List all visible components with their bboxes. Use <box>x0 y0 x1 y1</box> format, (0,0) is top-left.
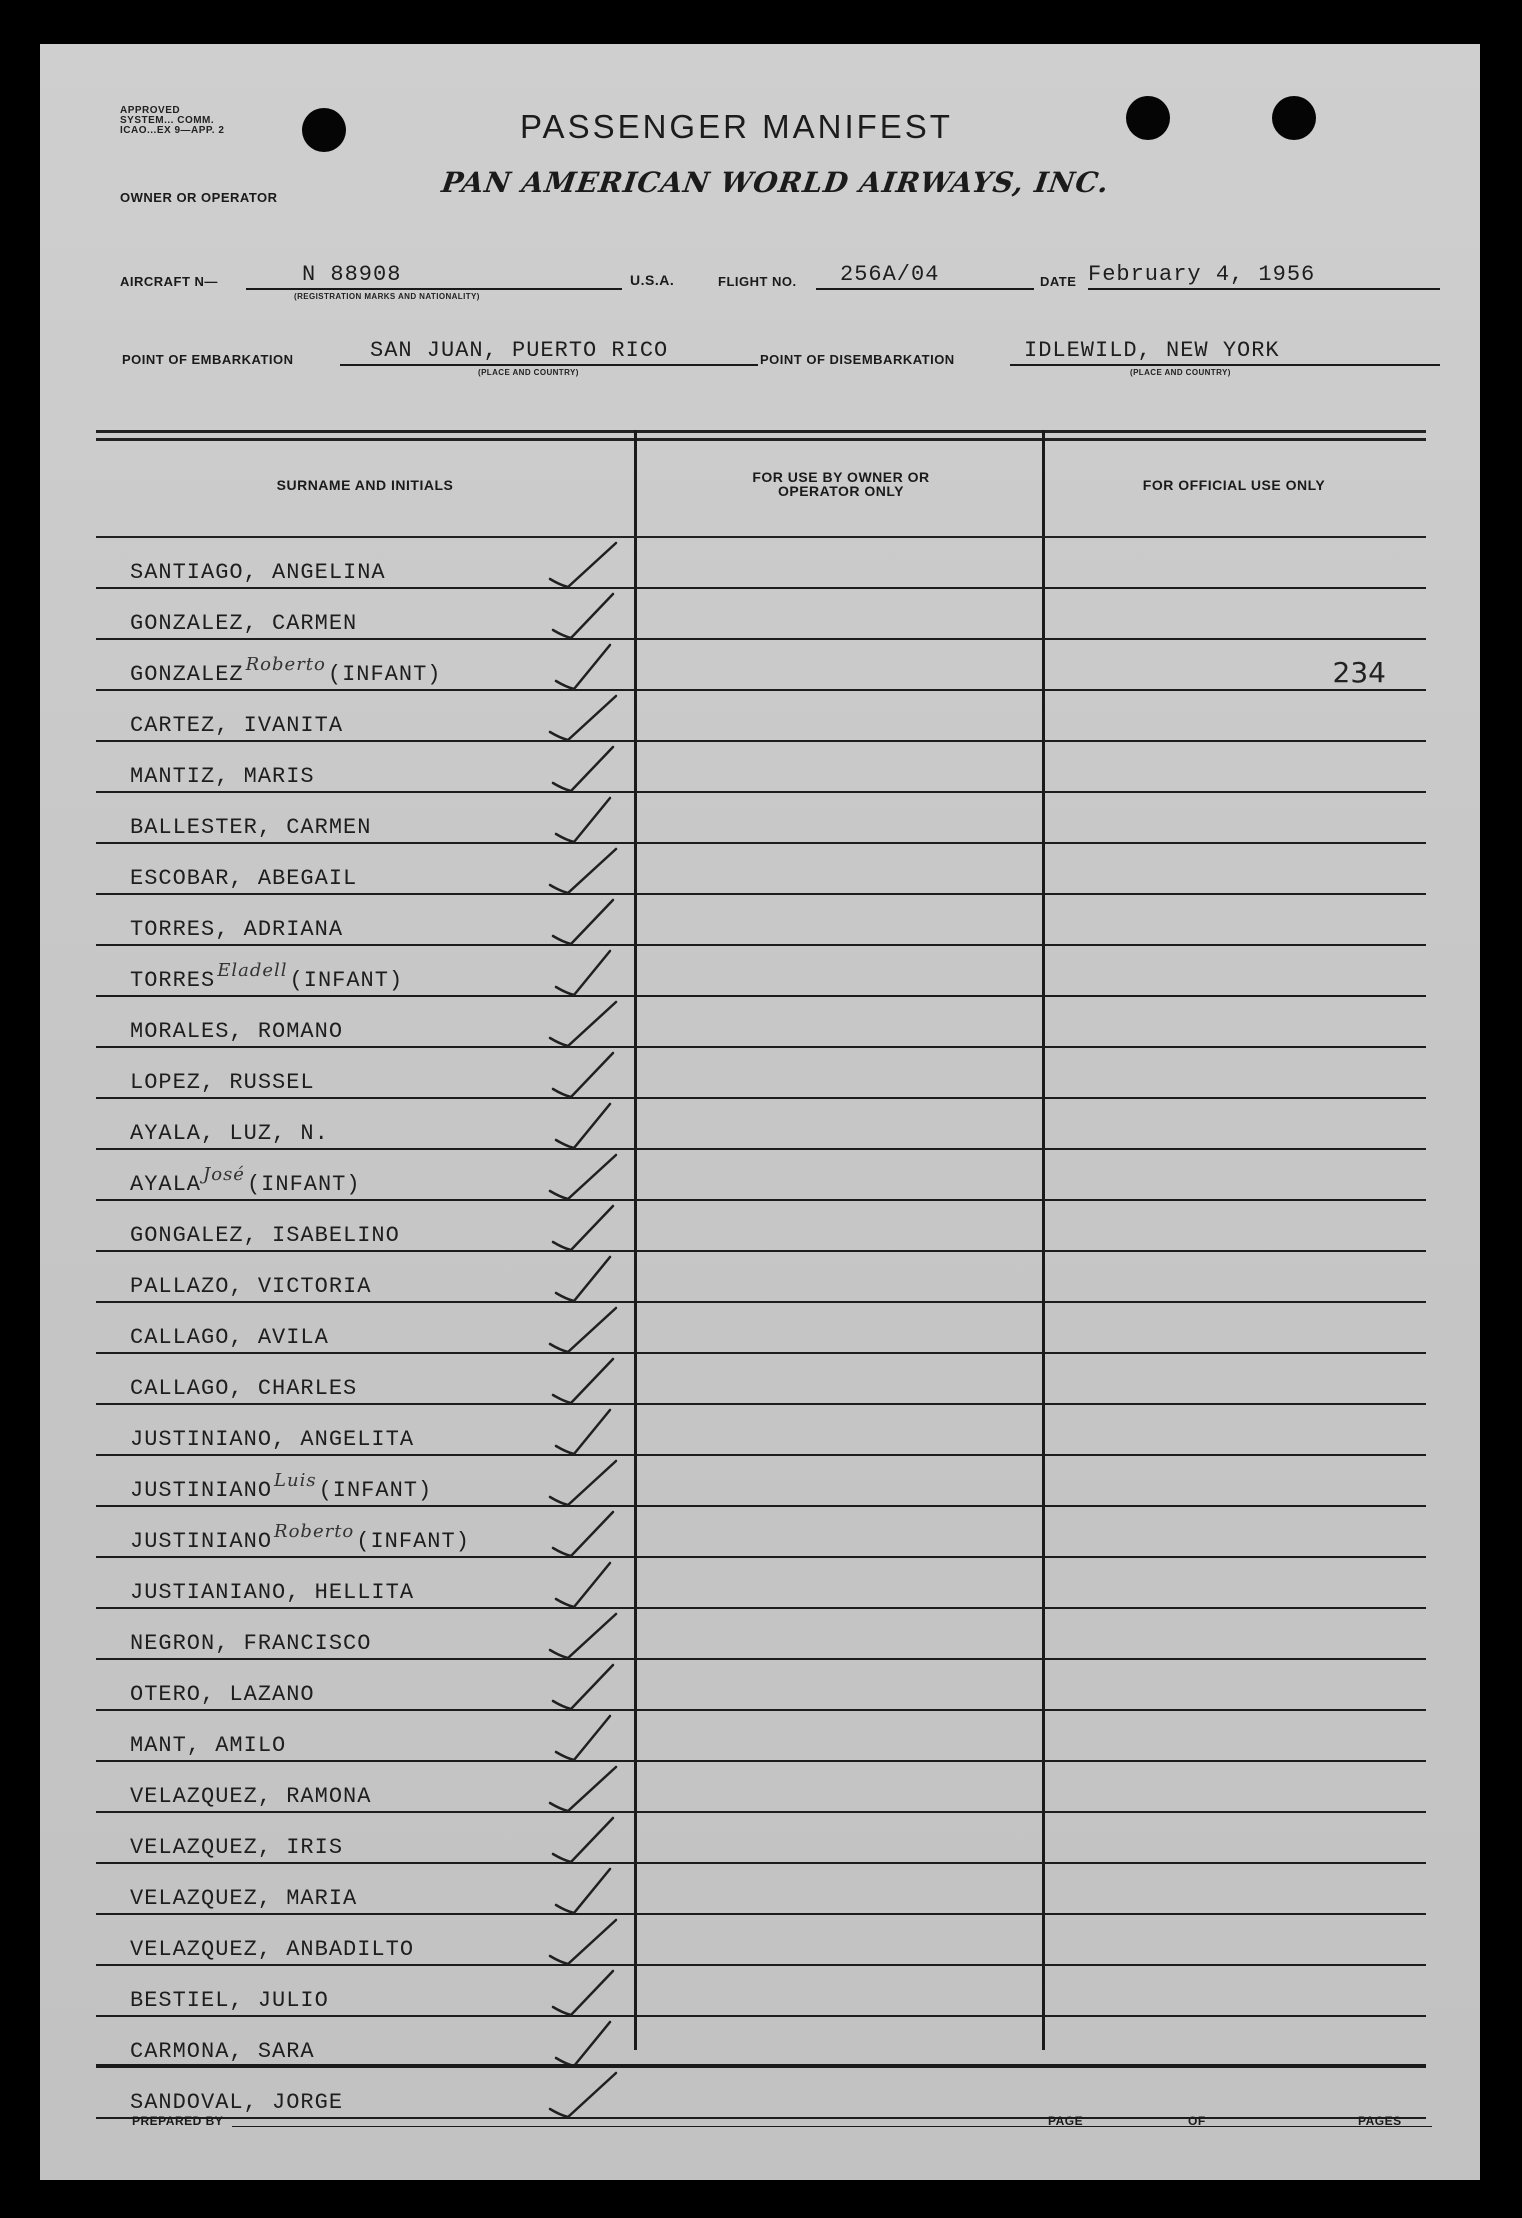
table-top-rule <box>96 430 1426 433</box>
approval-note <box>120 106 224 136</box>
check-mark-icon <box>546 792 626 844</box>
owner-label: OWNER OR OPERATOR <box>120 190 278 205</box>
flight-value: 256A/04 <box>840 262 940 287</box>
passenger-row <box>96 538 1426 589</box>
check-mark-icon <box>546 2016 626 2068</box>
passenger-surname: CALLAGO, CHARLES <box>130 1376 358 1401</box>
passenger-name <box>130 1376 357 1401</box>
passenger-name <box>130 611 357 636</box>
passenger-name <box>130 1682 315 1707</box>
aircraft-note: (REGISTRATION MARKS AND NATIONALITY) <box>294 292 480 301</box>
flight-label: FLIGHT NO. <box>718 274 797 289</box>
check-mark-icon <box>546 1710 626 1762</box>
passenger-row <box>96 895 1426 946</box>
handwritten-given-name: Luis <box>274 1470 317 1491</box>
embark-fill-line <box>340 364 758 366</box>
handwritten-given-name: Roberto <box>245 654 326 675</box>
infant-marker: (INFANT) <box>327 662 442 687</box>
passenger-name <box>130 2039 315 2064</box>
passenger-surname: CARTEZ, IVANITA <box>130 713 344 738</box>
passenger-row <box>96 1354 1426 1405</box>
passenger-row <box>96 1660 1426 1711</box>
flight-fill-line <box>816 288 1034 290</box>
passenger-surname: SANDOVAL, JORGE <box>130 2090 344 2115</box>
passenger-name <box>130 1784 371 1809</box>
prepared-fill-line <box>232 2126 1432 2127</box>
passenger-surname: JUSTINIANO <box>130 1478 273 1503</box>
passenger-name <box>130 1070 315 1095</box>
check-mark-icon <box>546 1302 626 1354</box>
check-mark-icon <box>546 1812 626 1864</box>
check-mark-icon <box>546 1455 626 1507</box>
approval-line: APPROVED <box>120 105 181 116</box>
check-mark-icon <box>546 588 626 640</box>
check-mark-icon <box>546 537 626 589</box>
passenger-row <box>96 1201 1426 1252</box>
aircraft-value: N 88908 <box>302 262 402 287</box>
check-mark-icon <box>546 1659 626 1711</box>
check-mark-icon <box>546 1200 626 1252</box>
check-mark-icon <box>546 639 626 691</box>
check-mark-icon <box>546 1863 626 1915</box>
manifest-table <box>96 430 1426 2115</box>
page-title: PASSENGER MANIFEST <box>520 108 953 145</box>
passenger-row <box>96 589 1426 640</box>
passenger-name <box>130 560 386 585</box>
passenger-surname: BESTIEL, JULIO <box>130 1988 329 2013</box>
passenger-name <box>130 1886 357 1911</box>
passenger-name <box>130 815 371 840</box>
passenger-surname: LOPEZ, RUSSEL <box>130 1070 315 1095</box>
check-mark-icon <box>546 894 626 946</box>
passenger-row <box>96 1762 1426 1813</box>
passenger-surname: MANT, AMILO <box>130 1733 287 1758</box>
disembark-note: (PLACE AND COUNTRY) <box>1130 368 1231 377</box>
check-mark-icon <box>546 996 626 1048</box>
check-mark-icon <box>546 1098 626 1150</box>
infant-marker: (INFANT) <box>246 1172 361 1197</box>
check-mark-icon <box>546 1761 626 1813</box>
passenger-row <box>96 946 1426 997</box>
passenger-surname: AYALA <box>130 1172 202 1197</box>
embark-note: (PLACE AND COUNTRY) <box>478 368 579 377</box>
passenger-surname: JUSTIANIANO, HELLITA <box>130 1580 415 1605</box>
passenger-surname: MORALES, ROMANO <box>130 1019 344 1044</box>
passenger-surname: VELAZQUEZ, IRIS <box>130 1835 344 1860</box>
of-label: OF <box>1188 2114 1206 2128</box>
punch-hole <box>1126 96 1170 140</box>
passenger-name <box>130 713 343 738</box>
passenger-surname: JUSTINIANO <box>130 1529 273 1554</box>
passenger-row <box>96 1048 1426 1099</box>
check-mark-icon <box>546 843 626 895</box>
passenger-name <box>130 1988 329 2013</box>
passenger-row <box>96 691 1426 742</box>
passenger-name <box>130 1835 343 1860</box>
disembark-value: IDLEWILD, NEW YORK <box>1024 338 1280 363</box>
column-header-official: FOR OFFICIAL USE ONLY <box>1142 477 1326 493</box>
check-mark-icon <box>546 2067 626 2119</box>
check-mark-icon <box>546 1506 626 1558</box>
passenger-surname: OTERO, LAZANO <box>130 1682 315 1707</box>
passenger-name <box>130 866 357 891</box>
embark-value: SAN JUAN, PUERTO RICO <box>370 338 669 363</box>
passenger-name <box>130 917 343 942</box>
check-mark-icon <box>546 1914 626 1966</box>
passenger-name <box>130 1427 414 1452</box>
passenger-row <box>96 1966 1426 2017</box>
passenger-surname: VELAZQUEZ, RAMONA <box>130 1784 372 1809</box>
handwritten-given-name: Eladell <box>217 960 288 981</box>
passenger-row <box>96 1099 1426 1150</box>
check-mark-icon <box>546 690 626 742</box>
punch-hole <box>1272 96 1316 140</box>
passenger-row <box>96 1456 1426 1507</box>
company-name: PAN AMERICAN WORLD AIRWAYS, INC. <box>439 166 1112 199</box>
passenger-name <box>130 1733 286 1758</box>
infant-marker: (INFANT) <box>318 1478 433 1503</box>
passenger-surname: GONZALEZ, CARMEN <box>130 611 358 636</box>
passenger-name <box>130 1019 343 1044</box>
check-mark-icon <box>546 741 626 793</box>
check-mark-icon <box>546 1149 626 1201</box>
passenger-surname: CARMONA, SARA <box>130 2039 315 2064</box>
passenger-row <box>96 1303 1426 1354</box>
official-number: 234 <box>1332 656 1386 689</box>
passenger-name <box>130 1325 329 1350</box>
passenger-name <box>130 1164 361 1197</box>
disembark-fill-line <box>1010 364 1440 366</box>
passenger-surname: VELAZQUEZ, ANBADILTO <box>130 1937 415 1962</box>
passenger-row <box>96 1711 1426 1762</box>
manifest-sheet <box>40 44 1480 2180</box>
approval-line: ICAO...EX 9—APP. 2 <box>120 125 225 136</box>
passenger-row <box>96 742 1426 793</box>
table-top-rule <box>96 438 1426 441</box>
check-mark-icon <box>546 1608 626 1660</box>
date-label: DATE <box>1040 274 1077 289</box>
passenger-surname: CALLAGO, AVILA <box>130 1325 329 1350</box>
passenger-row <box>96 1915 1426 1966</box>
passenger-row <box>96 2068 1426 2119</box>
passenger-name <box>130 960 404 993</box>
handwritten-given-name: José <box>203 1164 245 1185</box>
passenger-surname: GONZALEZ <box>130 662 244 687</box>
embark-label: POINT OF EMBARKATION <box>122 352 294 367</box>
passenger-row <box>96 1558 1426 1609</box>
passenger-surname: VELAZQUEZ, MARIA <box>130 1886 358 1911</box>
passenger-name <box>130 1121 329 1146</box>
passenger-surname: AYALA, LUZ, N. <box>130 1121 329 1146</box>
passenger-row <box>96 1864 1426 1915</box>
passenger-name <box>130 764 315 789</box>
row-rule <box>96 2117 1426 2119</box>
passenger-surname: TORRES <box>130 968 216 993</box>
page-label: PAGE <box>1048 2114 1084 2128</box>
column-header-surname: SURNAME AND INITIALS <box>276 477 454 493</box>
passenger-name <box>130 1631 371 1656</box>
infant-marker: (INFANT) <box>356 1529 470 1554</box>
passenger-name <box>130 1937 414 1962</box>
aircraft-fill-line <box>246 288 622 290</box>
passenger-name <box>130 1470 433 1503</box>
pages-label: PAGES <box>1358 2114 1402 2128</box>
check-mark-icon <box>546 1047 626 1099</box>
passenger-surname: SANTIAGO, ANGELINA <box>130 560 386 585</box>
passenger-surname: NEGRON, FRANCISCO <box>130 1631 372 1656</box>
check-mark-icon <box>546 945 626 997</box>
passenger-name <box>130 1580 414 1605</box>
date-fill-line <box>1088 288 1440 290</box>
passenger-row <box>96 1252 1426 1303</box>
disembark-label: POINT OF DISEMBARKATION <box>760 352 955 367</box>
column-header-owner: FOR USE BY OWNER OR OPERATOR ONLY <box>752 469 930 499</box>
passenger-row <box>96 2017 1426 2068</box>
passenger-name <box>130 1521 470 1554</box>
prepared-label: PREPARED BY <box>132 2114 224 2128</box>
passenger-row <box>96 1813 1426 1864</box>
aircraft-label: AIRCRAFT N— <box>120 274 218 289</box>
check-mark-icon <box>546 1353 626 1405</box>
punch-hole <box>302 108 346 152</box>
passenger-row <box>96 1405 1426 1456</box>
check-mark-icon <box>546 1557 626 1609</box>
approval-line: SYSTEM... COMM. <box>120 115 215 126</box>
passenger-surname: ESCOBAR, ABEGAIL <box>130 866 358 891</box>
passenger-name <box>130 1274 371 1299</box>
check-mark-icon <box>546 1965 626 2017</box>
infant-marker: (INFANT) <box>289 968 404 993</box>
passenger-name <box>130 2090 343 2115</box>
check-mark-icon <box>546 1404 626 1456</box>
passenger-name <box>130 654 442 687</box>
passenger-surname: PALLAZO, VICTORIA <box>130 1274 372 1299</box>
passenger-name <box>130 1223 400 1248</box>
passenger-row <box>96 1609 1426 1660</box>
handwritten-given-name: Roberto <box>274 1521 355 1542</box>
passenger-row <box>96 844 1426 895</box>
passenger-surname: TORRES, ADRIANA <box>130 917 344 942</box>
passenger-surname: BALLESTER, CARMEN <box>130 815 372 840</box>
country-label: U.S.A. <box>630 272 675 288</box>
passenger-surname: GONGALEZ, ISABELINO <box>130 1223 400 1248</box>
passenger-row <box>96 1150 1426 1201</box>
passenger-surname: MANTIZ, MARIS <box>130 764 315 789</box>
date-value: February 4, 1956 <box>1088 262 1316 287</box>
passenger-row <box>96 997 1426 1048</box>
passenger-row <box>96 793 1426 844</box>
passenger-surname: JUSTINIANO, ANGELITA <box>130 1427 415 1452</box>
footer-rule <box>96 2064 1426 2067</box>
passenger-row <box>96 1507 1426 1558</box>
passenger-row <box>96 640 1426 691</box>
check-mark-icon <box>546 1251 626 1303</box>
